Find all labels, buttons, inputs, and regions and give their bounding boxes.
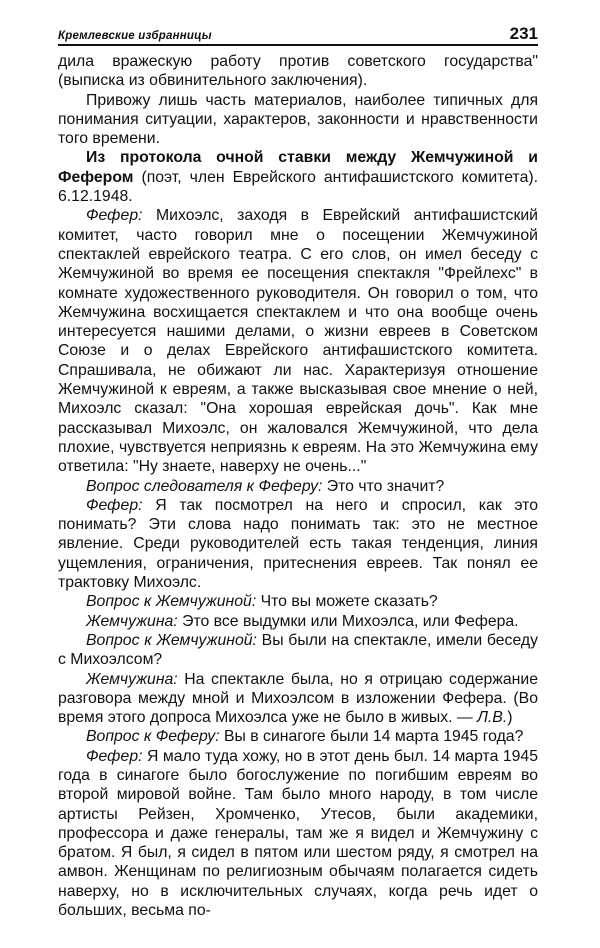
paragraph-text: Вы были на спектакле, имели беседу с Михоэлсом? bbox=[58, 631, 538, 669]
dialogue-paragraph bbox=[58, 477, 538, 496]
paragraph-text: Это все выдумки или Михоэлса, или Фефера. bbox=[177, 612, 519, 630]
speaker-label: Фефер: bbox=[86, 496, 143, 514]
paragraph-text: Привожу лишь часть материалов, наиболее типичных для понимания ситуации, характеров, законности и нравственности того времени. bbox=[58, 91, 538, 148]
dialogue-paragraph bbox=[58, 727, 538, 746]
dialogue-paragraph bbox=[58, 592, 538, 611]
speaker-label: Фефер: bbox=[86, 207, 143, 225]
running-title: Кремлевские избранницы bbox=[58, 30, 212, 42]
header-rule bbox=[58, 44, 538, 46]
paragraph-text: Михоэлс, заходя в Еврейский антифашистский комитет, часто говорил мне о посещении Жемчужиной спектаклей еврейского театра. С его слов, он имел беседу с Жемчужиной во время ее посещения спектакля "Фрейлехс" в комнате художественного руководителя. Он говорил о том, что Жемчужина восхищается спектаклем и что она вообще очень интересуется нашими делами, о жизни евреев в Советском Союзе и о делах Еврейского антифашистского комитета. Спрашивала, не обижают ли нас. Характеризуя отношение Жемчужиной к евреям, а также высказывая свое мнение о ней, Михоэлс сказал: "Она хорошая еврейская дочь". Как мне рассказывал Михоэлс, он жаловался Жемчужиной, что дела плохие, чувствуется неприязнь к евреям. На это Жемчужина ему ответила: "Ну знаете, наверху не очень..." bbox=[58, 207, 538, 476]
dialogue-paragraph bbox=[58, 612, 538, 631]
paragraph-text: дила вражескую работу против советского государства" (выписка из обвинительного заключения). bbox=[58, 53, 538, 90]
paragraph-text: На спектакле была, но я отрицаю содержание разговора между мной и Михоэлсом в изложении Фефера. (Во время этого допроса Михоэлса уже не было в живых. — bbox=[58, 670, 538, 727]
dialogue-paragraph bbox=[58, 631, 538, 670]
paragraph-text: Я мало туда хожу, но в этот день был. 14 марта 1945 года в синагоге было богослужение по погибшим евреям во второй мировой войне. Там было много народу, в том числе артисты Рейзен, Хромченко, Утесов, были академики, профессора и даже генералы, там же я видел и Жемчужину с братом. Я был, я сидел в пятом или шестом ряду, я смотрел на амвон. Женщинам по религиозным обычаям полагается сидеть наверху, но в исключительных случаях, когда речь идет о больших, весьма по- bbox=[58, 747, 538, 920]
running-header bbox=[58, 20, 538, 42]
dialogue-paragraph bbox=[58, 670, 538, 728]
speaker-label: Фефер: bbox=[86, 747, 143, 765]
dialogue-paragraph bbox=[58, 747, 538, 921]
speaker-label: Вопрос к Феферу: bbox=[86, 728, 220, 746]
speaker-label: Вопрос к Жемчужиной: bbox=[86, 593, 257, 611]
speaker-label: Жемчужина: bbox=[86, 612, 178, 630]
dialogue-paragraph bbox=[58, 206, 538, 476]
body-text bbox=[58, 52, 538, 920]
speaker-label: Вопрос следователя к Феферу: bbox=[86, 477, 323, 495]
paragraph-text: Вы в синагоге были 14 марта 1945 года? bbox=[219, 728, 524, 746]
section-heading-paragraph bbox=[58, 148, 538, 206]
paragraph-text: Что вы можете сказать? bbox=[256, 593, 438, 611]
paragraph-text: (поэт, член Еврейского антифашистского комитета). 6.12.1948. bbox=[58, 168, 538, 206]
paragraph bbox=[58, 91, 538, 149]
paragraph bbox=[58, 52, 538, 91]
paragraph-text: Я так посмотрел на него и спросил, как это понимать? Эти слова надо понимать так: это не местное явление. Среди руководителей есть такая тенденция, линия ущемления, ограничения, притеснения евреев. Так понял ее трактовку Михоэлс. bbox=[58, 496, 538, 592]
page-number: 231 bbox=[509, 24, 538, 43]
author-initials: Л.В. bbox=[472, 709, 508, 727]
paragraph-text: Это что значит? bbox=[322, 477, 445, 495]
dialogue-paragraph bbox=[58, 496, 538, 592]
speaker-label: Вопрос к Жемчужиной: bbox=[86, 631, 257, 649]
section-heading: Из протокола очной ставки между Жемчужиной и Фефером bbox=[58, 149, 538, 186]
speaker-label: Жемчужина: bbox=[86, 670, 178, 688]
paragraph-text: ) bbox=[507, 709, 513, 727]
